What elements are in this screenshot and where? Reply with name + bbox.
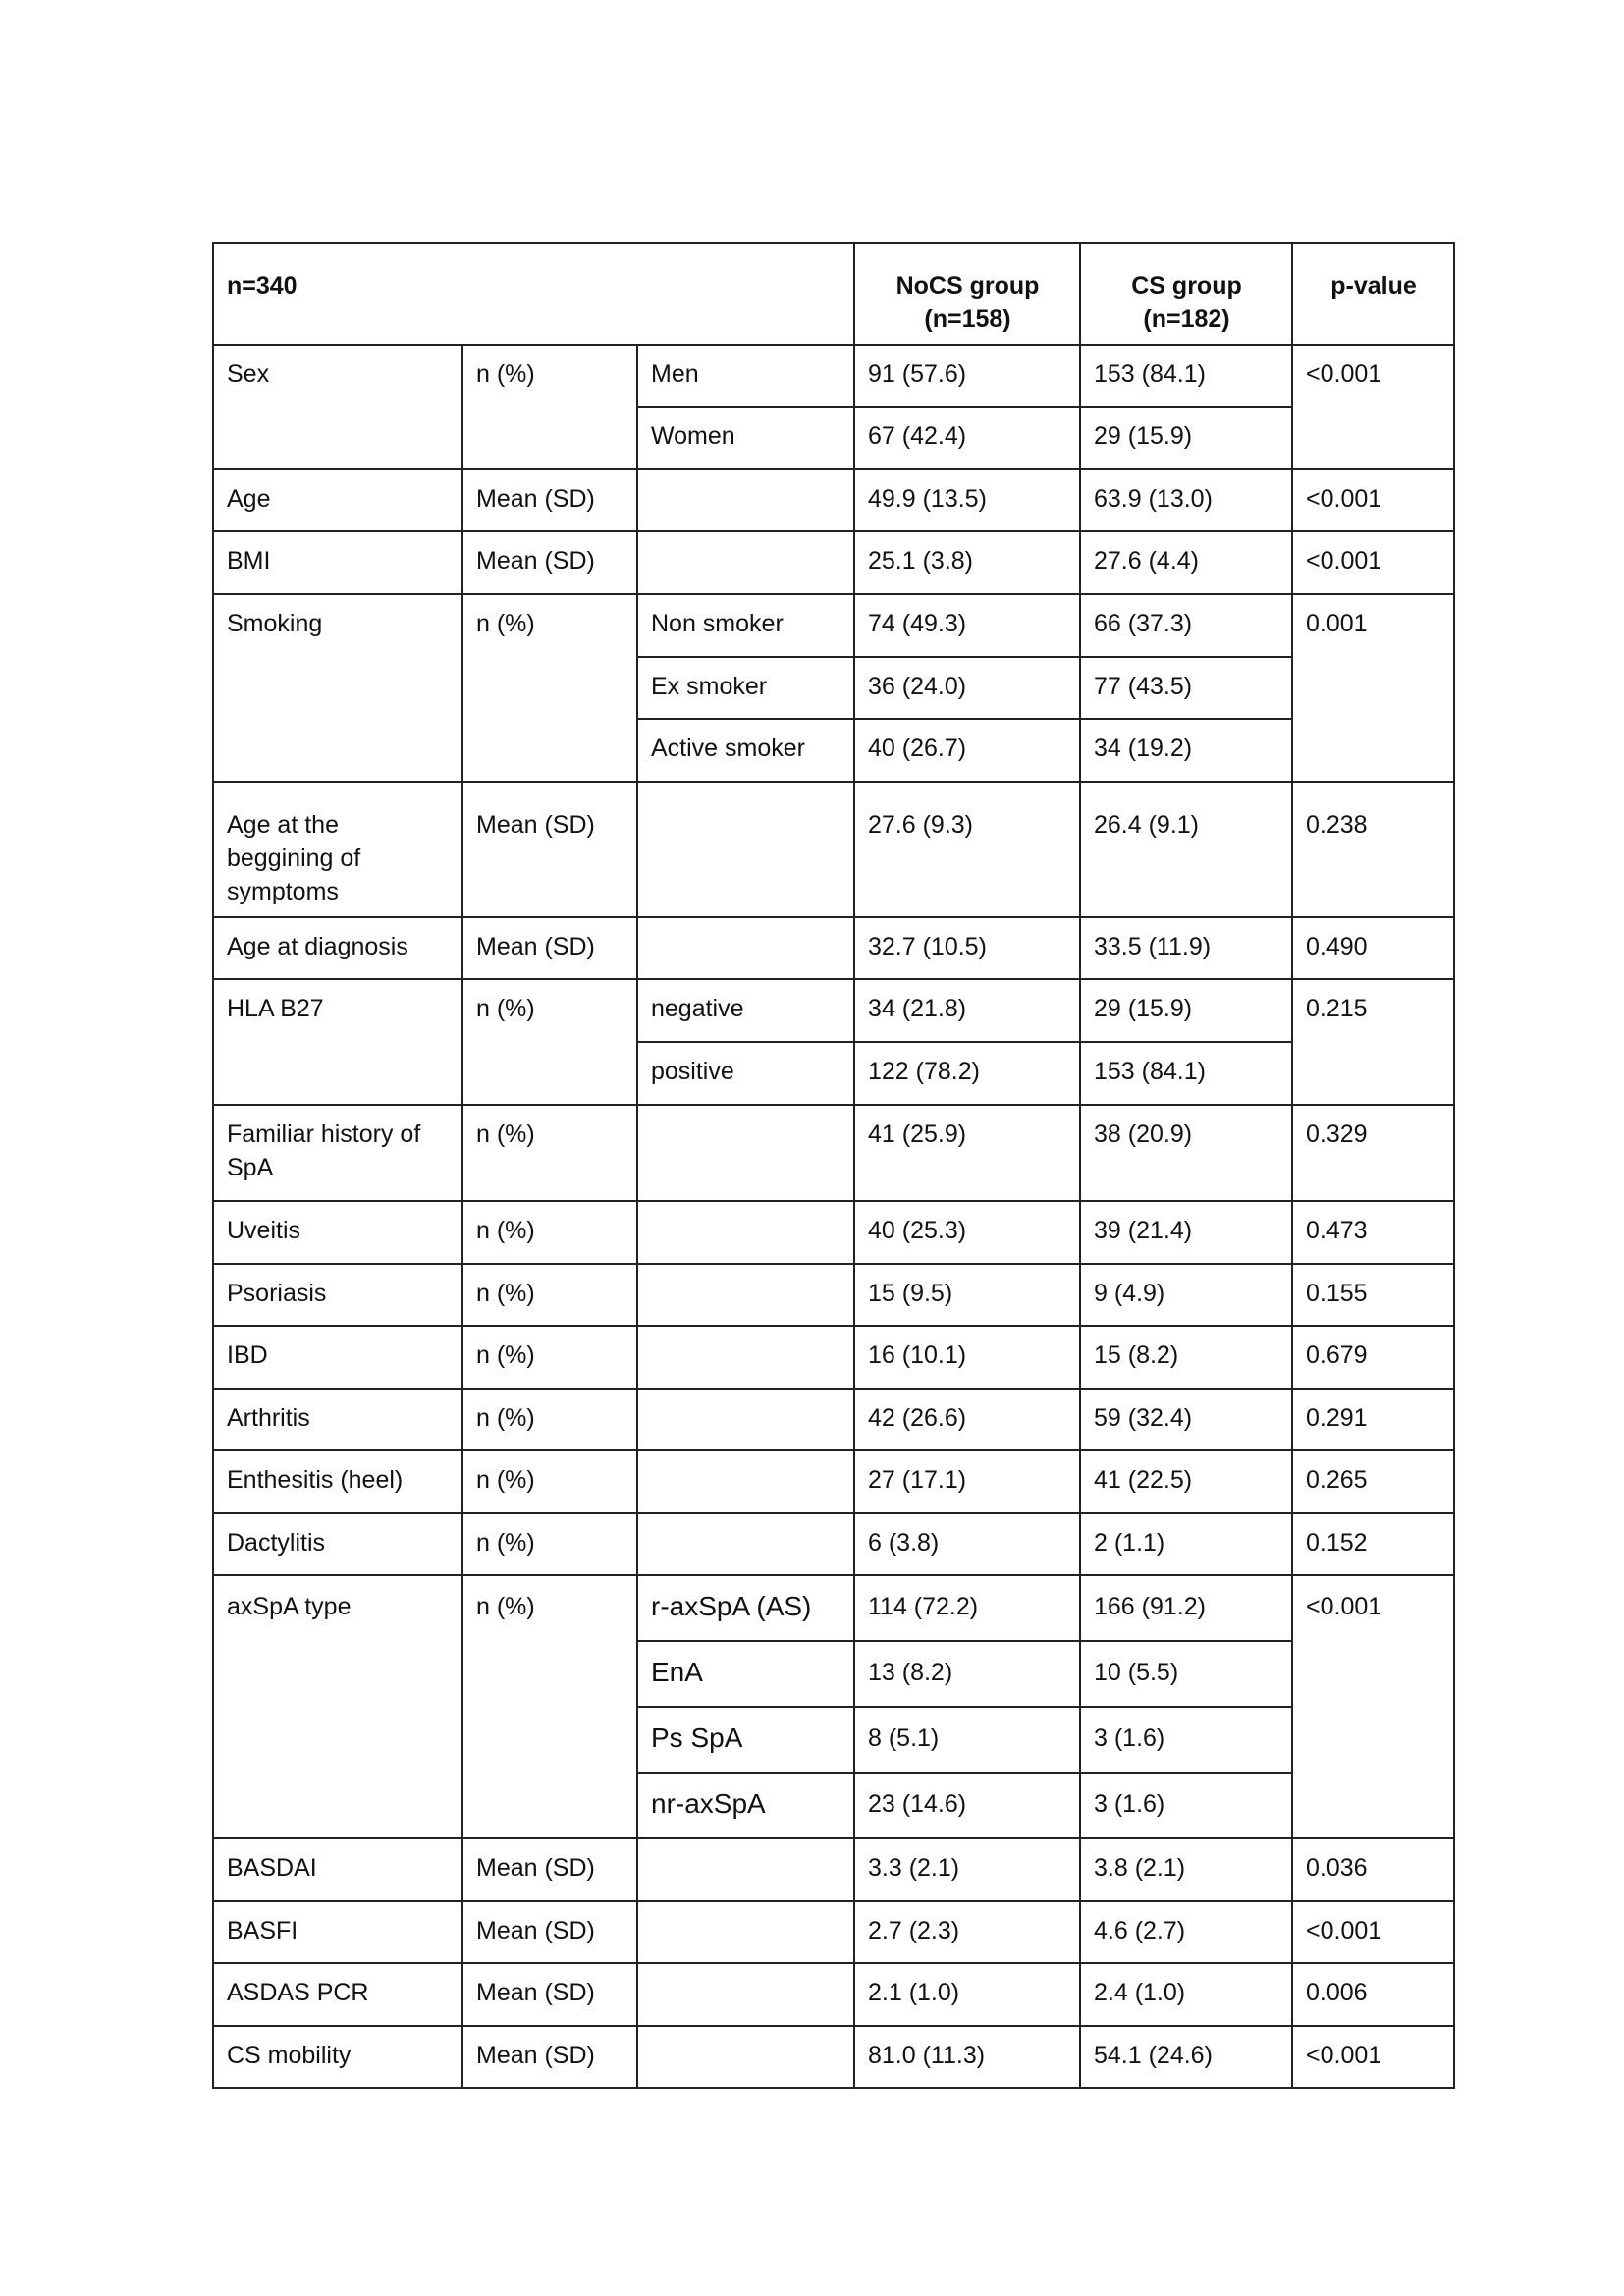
stat-label: Mean (SD) (462, 531, 637, 594)
p-value: 0.473 (1292, 1201, 1454, 1264)
cs-value: 153 (84.1) (1080, 1042, 1292, 1105)
p-value: <0.001 (1292, 2026, 1454, 2088)
table-row (213, 594, 1454, 657)
stat-label: n (%) (462, 1575, 637, 1838)
category-label: negative (637, 979, 854, 1042)
cs-value: 63.9 (13.0) (1080, 469, 1292, 531)
results-table (212, 242, 1455, 2089)
nocs-value: 13 (8.2) (854, 1641, 1080, 1707)
cs-value: 2.4 (1.0) (1080, 1963, 1292, 2026)
cs-value: 39 (21.4) (1080, 1201, 1292, 1264)
nocs-group-header: NoCS group (n=158) (854, 243, 1080, 345)
nocs-value: 34 (21.8) (854, 979, 1080, 1042)
nocs-value: 67 (42.4) (854, 407, 1080, 469)
cs-value: 26.4 (9.1) (1080, 782, 1292, 917)
stat-label: Mean (SD) (462, 782, 637, 917)
p-value: 0.036 (1292, 1838, 1454, 1901)
category-label: Active smoker (637, 719, 854, 782)
category-label: Ex smoker (637, 657, 854, 719)
cs-value: 59 (32.4) (1080, 1389, 1292, 1450)
stat-label: n (%) (462, 1450, 637, 1513)
category-label (637, 1264, 854, 1326)
category-label (637, 1838, 854, 1901)
cs-value: 77 (43.5) (1080, 657, 1292, 719)
category-label: nr-axSpA (637, 1773, 854, 1838)
category-label: r-axSpA (AS) (637, 1575, 854, 1641)
category-label: Non smoker (637, 594, 854, 657)
stat-label: n (%) (462, 1389, 637, 1450)
stat-label: Mean (SD) (462, 1963, 637, 2026)
cs-value: 29 (15.9) (1080, 407, 1292, 469)
p-value: <0.001 (1292, 1901, 1454, 1963)
category-label (637, 1513, 854, 1575)
table-row (213, 1513, 1454, 1575)
header-row (213, 243, 1454, 345)
nocs-value: 32.7 (10.5) (854, 917, 1080, 979)
cs-value: 9 (4.9) (1080, 1264, 1292, 1326)
cs-value: 10 (5.5) (1080, 1641, 1292, 1707)
nocs-value: 27.6 (9.3) (854, 782, 1080, 917)
stat-label: n (%) (462, 345, 637, 469)
p-value: <0.001 (1292, 531, 1454, 594)
category-label (637, 1963, 854, 2026)
variable-label: BASDAI (213, 1838, 462, 1901)
table-row (213, 469, 1454, 531)
p-value: 0.155 (1292, 1264, 1454, 1326)
table-row (213, 1326, 1454, 1389)
variable-label: Dactylitis (213, 1513, 462, 1575)
variable-label: ASDAS PCR (213, 1963, 462, 2026)
nocs-value: 42 (26.6) (854, 1389, 1080, 1450)
stat-label: n (%) (462, 1264, 637, 1326)
category-label (637, 531, 854, 594)
cs-value: 33.5 (11.9) (1080, 917, 1292, 979)
nocs-value: 91 (57.6) (854, 345, 1080, 407)
cs-value: 66 (37.3) (1080, 594, 1292, 657)
table-row (213, 1450, 1454, 1513)
p-value: 0.238 (1292, 782, 1454, 917)
variable-label: Age at the beggining of symptoms (213, 782, 462, 917)
table-row (213, 1575, 1454, 1641)
cs-value: 41 (22.5) (1080, 1450, 1292, 1513)
table-row (213, 1264, 1454, 1326)
nocs-value: 3.3 (2.1) (854, 1838, 1080, 1901)
p-value: 0.490 (1292, 917, 1454, 979)
p-value: 0.679 (1292, 1326, 1454, 1389)
category-label: Ps SpA (637, 1707, 854, 1773)
variable-label: BMI (213, 531, 462, 594)
cs-group-header: CS group (n=182) (1080, 243, 1292, 345)
cs-value: 4.6 (2.7) (1080, 1901, 1292, 1963)
nocs-value: 122 (78.2) (854, 1042, 1080, 1105)
category-label (637, 1450, 854, 1513)
stat-label: n (%) (462, 594, 637, 782)
cs-value: 34 (19.2) (1080, 719, 1292, 782)
nocs-value: 2.1 (1.0) (854, 1963, 1080, 2026)
cs-value: 27.6 (4.4) (1080, 531, 1292, 594)
p-value: 0.265 (1292, 1450, 1454, 1513)
cs-value: 153 (84.1) (1080, 345, 1292, 407)
cs-value: 2 (1.1) (1080, 1513, 1292, 1575)
stat-label: n (%) (462, 979, 637, 1105)
category-label (637, 1389, 854, 1450)
table-row (213, 782, 1454, 917)
nocs-value: 25.1 (3.8) (854, 531, 1080, 594)
cs-value: 38 (20.9) (1080, 1105, 1292, 1201)
table-row (213, 1105, 1454, 1201)
variable-label: IBD (213, 1326, 462, 1389)
variable-label: HLA B27 (213, 979, 462, 1105)
table-row (213, 531, 1454, 594)
nocs-value: 49.9 (13.5) (854, 469, 1080, 531)
stat-label: Mean (SD) (462, 1838, 637, 1901)
variable-label: Age (213, 469, 462, 531)
nocs-value: 40 (25.3) (854, 1201, 1080, 1264)
category-label (637, 1326, 854, 1389)
category-label (637, 469, 854, 531)
variable-label: CS mobility (213, 2026, 462, 2088)
table-row (213, 979, 1454, 1042)
category-label: Men (637, 345, 854, 407)
variable-label: Age at diagnosis (213, 917, 462, 979)
p-value: 0.291 (1292, 1389, 1454, 1450)
variable-label: Smoking (213, 594, 462, 782)
cs-value: 29 (15.9) (1080, 979, 1292, 1042)
nocs-value: 15 (9.5) (854, 1264, 1080, 1326)
table-row (213, 1201, 1454, 1264)
nocs-value: 27 (17.1) (854, 1450, 1080, 1513)
table-row (213, 917, 1454, 979)
cs-value: 3 (1.6) (1080, 1707, 1292, 1773)
nocs-value: 114 (72.2) (854, 1575, 1080, 1641)
p-value: 0.152 (1292, 1513, 1454, 1575)
nocs-value: 6 (3.8) (854, 1513, 1080, 1575)
category-label: Women (637, 407, 854, 469)
category-label (637, 2026, 854, 2088)
stat-label: Mean (SD) (462, 917, 637, 979)
stat-label: Mean (SD) (462, 469, 637, 531)
nocs-value: 2.7 (2.3) (854, 1901, 1080, 1963)
category-label (637, 1105, 854, 1201)
p-value: 0.329 (1292, 1105, 1454, 1201)
sample-size-header: n=340 (213, 243, 854, 345)
variable-label: BASFI (213, 1901, 462, 1963)
category-label (637, 782, 854, 917)
stat-label: n (%) (462, 1326, 637, 1389)
table-row (213, 1963, 1454, 2026)
stat-label: n (%) (462, 1513, 637, 1575)
variable-label: axSpA type (213, 1575, 462, 1838)
nocs-value: 41 (25.9) (854, 1105, 1080, 1201)
p-value: <0.001 (1292, 345, 1454, 469)
cs-value: 3 (1.6) (1080, 1773, 1292, 1838)
nocs-value: 74 (49.3) (854, 594, 1080, 657)
stat-label: n (%) (462, 1201, 637, 1264)
table-row (213, 2026, 1454, 2088)
nocs-value: 40 (26.7) (854, 719, 1080, 782)
variable-label: Enthesitis (heel) (213, 1450, 462, 1513)
category-label (637, 917, 854, 979)
stat-label: Mean (SD) (462, 1901, 637, 1963)
stat-label: n (%) (462, 1105, 637, 1201)
category-label: EnA (637, 1641, 854, 1707)
table-row (213, 1389, 1454, 1450)
cs-value: 3.8 (2.1) (1080, 1838, 1292, 1901)
category-label (637, 1901, 854, 1963)
cs-value: 54.1 (24.6) (1080, 2026, 1292, 2088)
pvalue-header: p-value (1292, 243, 1454, 345)
table-row (213, 345, 1454, 407)
p-value: <0.001 (1292, 469, 1454, 531)
nocs-value: 8 (5.1) (854, 1707, 1080, 1773)
variable-label: Arthritis (213, 1389, 462, 1450)
table-row (213, 1838, 1454, 1901)
category-label (637, 1201, 854, 1264)
variable-label: Sex (213, 345, 462, 469)
cs-value: 166 (91.2) (1080, 1575, 1292, 1641)
nocs-value: 23 (14.6) (854, 1773, 1080, 1838)
stat-label: Mean (SD) (462, 2026, 637, 2088)
category-label: positive (637, 1042, 854, 1105)
nocs-value: 16 (10.1) (854, 1326, 1080, 1389)
p-value: 0.001 (1292, 594, 1454, 782)
p-value: <0.001 (1292, 1575, 1454, 1838)
nocs-value: 36 (24.0) (854, 657, 1080, 719)
p-value: 0.006 (1292, 1963, 1454, 2026)
cs-value: 15 (8.2) (1080, 1326, 1292, 1389)
variable-label: Psoriasis (213, 1264, 462, 1326)
nocs-value: 81.0 (11.3) (854, 2026, 1080, 2088)
variable-label: Uveitis (213, 1201, 462, 1264)
variable-label: Familiar history of SpA (213, 1105, 462, 1201)
p-value: 0.215 (1292, 979, 1454, 1105)
table-row (213, 1901, 1454, 1963)
